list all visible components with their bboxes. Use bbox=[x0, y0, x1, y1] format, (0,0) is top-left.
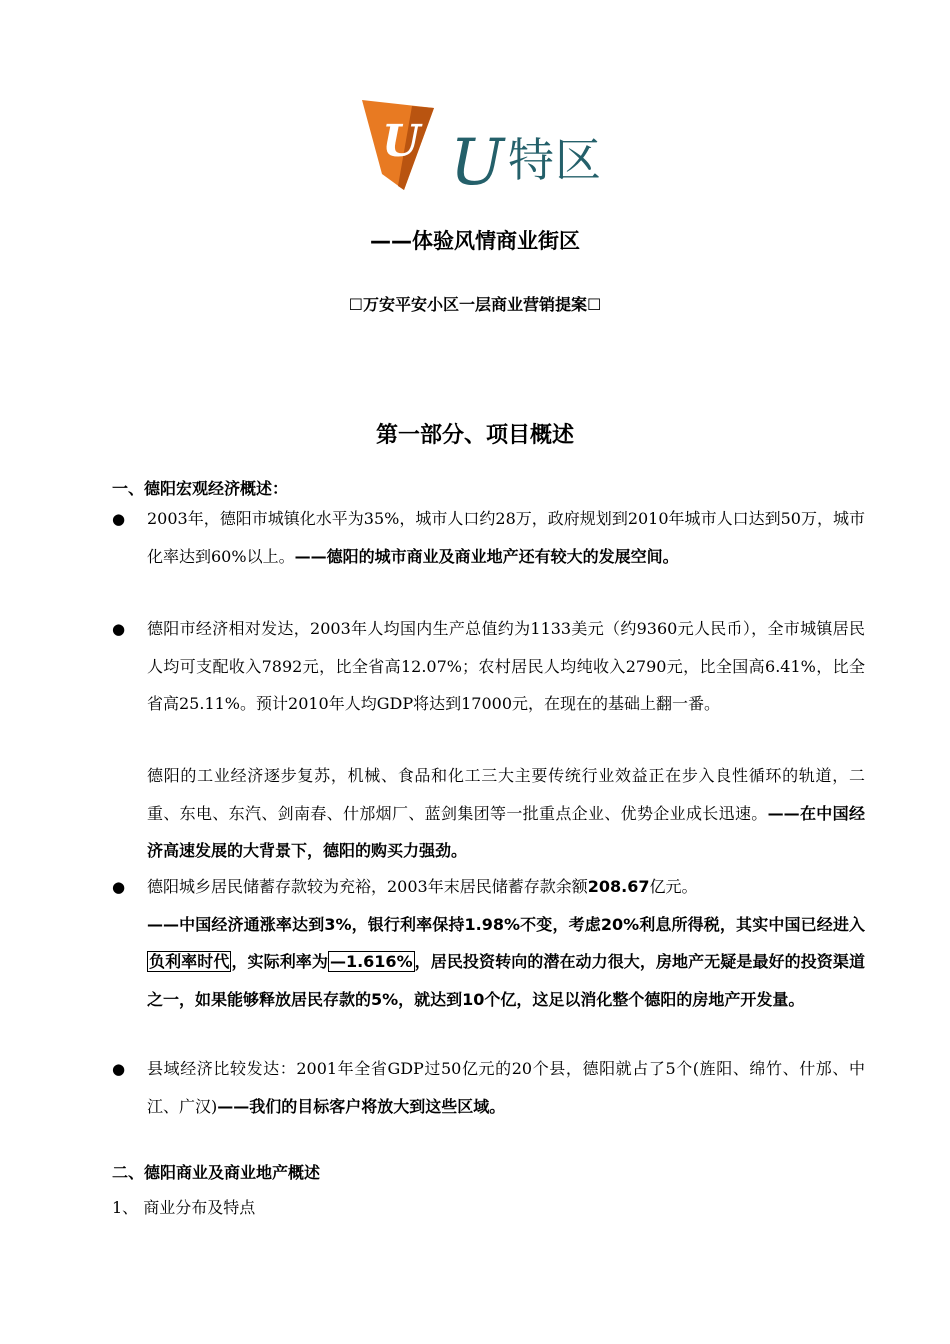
proposal-title: ☐万安平安小区一层商业营销提案☐ bbox=[348, 295, 602, 314]
section-heading-1: 一、德阳宏观经济概述： bbox=[112, 479, 289, 498]
subtitle: ——体验风情商业街区 bbox=[370, 229, 580, 253]
bullet-icon: ● bbox=[112, 1060, 126, 1078]
paragraph-4: 德阳城乡居民储蓄存款较为充裕，2003年末居民储蓄存款余额208.67亿元。 ——中国经济通涨率达到3%，银行利率保持1.98%不变，考虑20%利息所得税，其实中国已经进入负利率时代 ，实际利率为 —1.616% ，居民投资转向的潜在动力很大，房地产无疑是最好的投资渠道之一，如果能够释放居民存款的5%，就达到10个亿，这足以消化整个德阳的房地产开发量。 bbox=[147, 877, 865, 1009]
paragraph-2: 德阳市经济相对发达，2003年人均国内生产总值约为1133美元（约9360元人民币），全市城镇居民人均可支配收入7892元，比全省高12.07%；农村居民人均纯收入2790元，比全国高6.41%，比全省高25.11%。预计2010年人均GDP将达到17000元，在现在的基础上翻一番。 bbox=[147, 619, 865, 713]
part-title: 第一部分、项目概述 bbox=[375, 423, 574, 448]
boxed-term-real-rate: —1.616% bbox=[329, 952, 413, 971]
bullet-icon: ● bbox=[112, 878, 126, 896]
bullet-icon: ● bbox=[112, 620, 126, 638]
section-heading-2: 二、德阳商业及商业地产概述 bbox=[112, 1163, 321, 1182]
brand-text: 特区 bbox=[508, 133, 602, 187]
paragraph-3: 德阳的工业经济逐步复苏，机械、食品和化工三大主要传统行业效益正在步入良性循环的轨道，二重、东电、东汽、剑南春、什邡烟厂、蓝剑集团等一批重点企业、优势企业成长迅速。——在中国经济高速发展的大背景下，德阳的购买力强劲。 bbox=[147, 766, 865, 860]
section2-item-1: 1、 商业分布及特点 bbox=[112, 1198, 256, 1217]
paragraph-1: 2003年，德阳市城镇化水平为35%，城市人口约28万，政府规划到2010年城市人口达到50万，城市化率达到60%以上。——德阳的城市商业及商业地产还有较大的发展空间。 bbox=[147, 509, 865, 566]
paragraph-5: 县域经济比较发达：2001年全省GDP过50亿元的20个县，德阳就占了5个(旌阳、绵竹、什邡、中江、广汉)——我们的目标客户将放大到这些区域。 bbox=[147, 1059, 865, 1116]
logo-script-u: U bbox=[450, 126, 504, 194]
logo-mark-letter: U bbox=[382, 116, 421, 167]
boxed-term-negative-rate: 负利率时代 bbox=[149, 952, 230, 971]
bullet-icon: ● bbox=[112, 510, 126, 528]
